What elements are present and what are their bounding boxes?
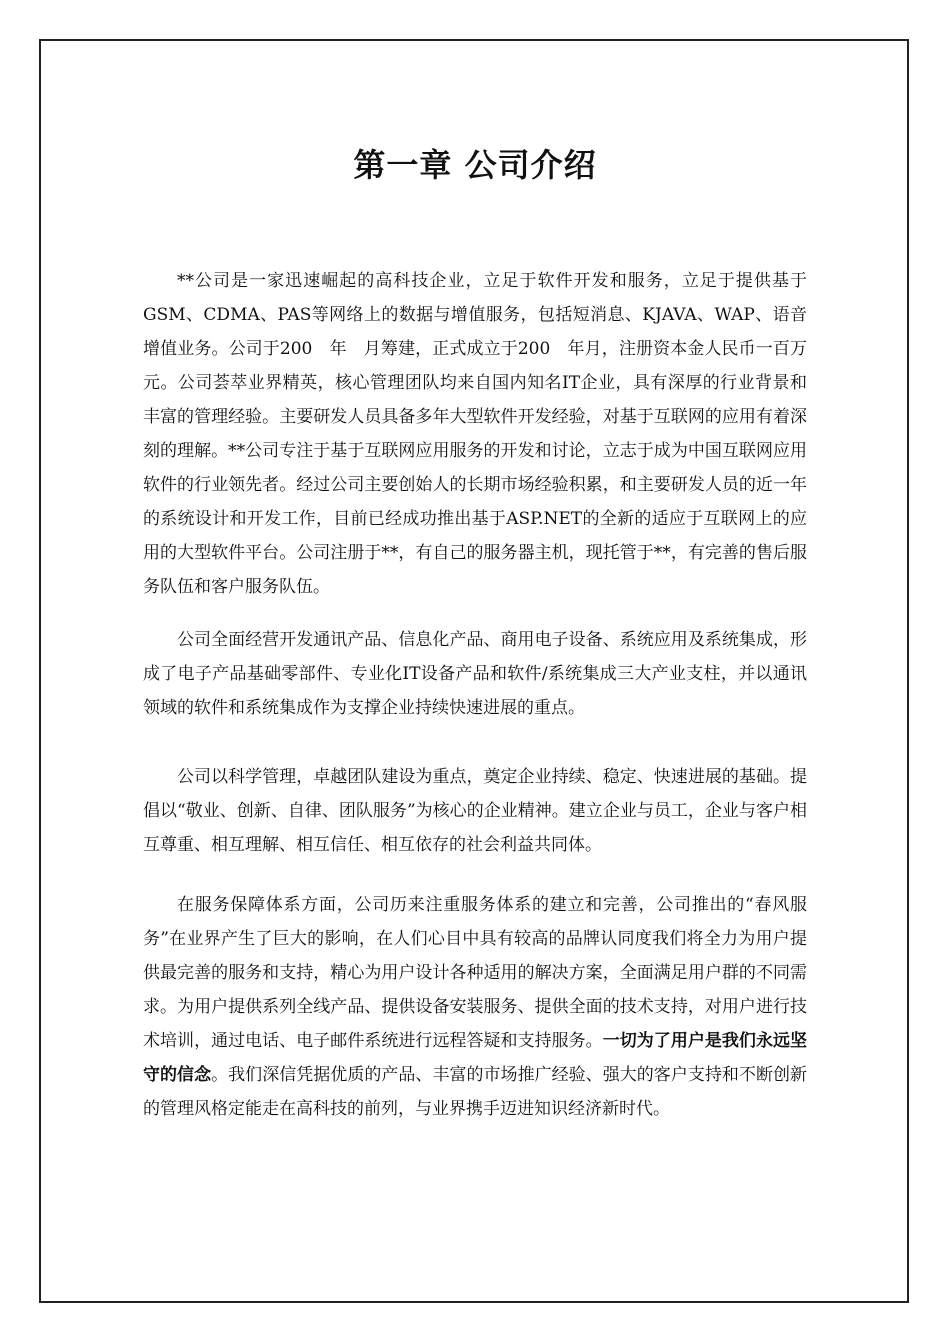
paragraph-culture: 公司以科学管理，卓越团队建设为重点，奠定企业持续、稳定、快速进展的基础。提倡以“敬业、创新、自律、团队服务”为核心的企业精神。建立企业与员工，企业与客户相互尊重、相互理解、相互信任、相互依存的社会利益共同体。	[143, 767, 807, 855]
paragraph-intro: **公司是一家迅速崛起的高科技企业，立足于软件开发和服务，立足于提供基于GSM、CDMA、PAS等网络上的数据与增值服务，包括短消息、KJAVA、WAP、语音增值业务。公司于200 年 月筹建，正式成立于200 年月，注册资本金人民币一百万元。公司荟萃业界精英，核心管理团队均来自国内知名IT企业，具有深厚的行业背景和丰富的管理经验。主要研发人员具备多年大型软件开发经验，对基于互联网的应用有着深刻的理解。**公司专注于基于互联网应用服务的开发和讨论，立志于成为中国互联网应用软件的行业领先者。经过公司主要创始人的长期市场经验积累，和主要研发人员的近一年的系统设计和开发工作，目前已经成功推出基于ASP.NET的全新的适应于互联网上的应用的大型软件平台。公司注册于**，有自己的服务器主机，现托管于**，有完善的售后服务队伍和客户服务队伍。	[143, 271, 807, 597]
paragraph-service	[143, 888, 807, 1126]
service-text-end: 。我们深信凭据优质的产品、丰富的市场推广经验、强大的客户支持和不断创新的管理风格定能走在高科技的前列，与业界携手迈进知识经济新时代。	[143, 1065, 808, 1119]
page-title: 第一章 公司介绍	[353, 146, 597, 184]
service-motto: 一切为了用户是我们永远坚守的信念	[143, 1031, 808, 1085]
service-text-start: 在服务保障体系方面，公司历来注重服务体系的建立和完善，公司推出的“春风服务”在业界产生了巨大的影响，在人们心目中具有较高的品牌认同度我们将全力为用户提供最完善的服务和支持，精心为用户设计各种适用的解决方案，全面满足用户群的不同需求。为用户提供系列全线产品、提供设备安装服务、提供全面的技术支持，对用户进行技术培训，通过电话、电子邮件系统进行远程答疑和支持服务。	[143, 895, 807, 1051]
paragraph-business: 公司全面经营开发通讯产品、信息化产品、商用电子设备、系统应用及系统集成，形成了电子产品基础零部件、专业化IT设备产品和软件/系统集成三大产业支柱，并以通讯领域的软件和系统集成作为支撑企业持续快速进展的重点。	[143, 630, 807, 718]
